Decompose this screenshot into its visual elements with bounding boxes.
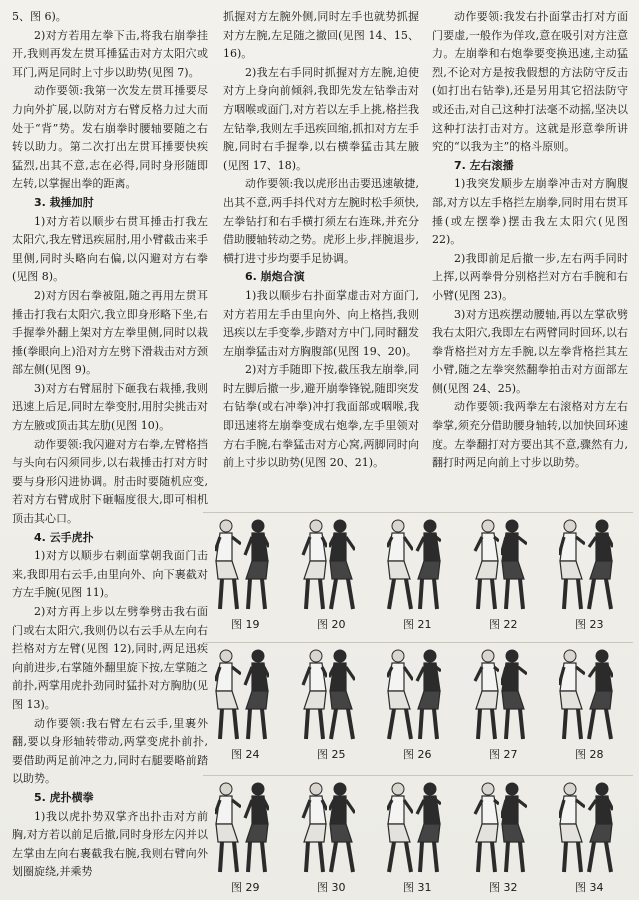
fighter-illustration [387,517,413,613]
figure-caption: 图 31 [403,881,432,894]
paragraph: 动作要领:我两拳左右滚格对方左右拳掌,须充分借助腰身轴转,以加快回环速度。左拳翻打对方要出其不意,骤然有力,翻打时两足向前上寸步以助势。 [432,400,628,470]
fighter-illustration [215,780,241,876]
fighter-illustration [501,517,527,613]
fighter-illustration [301,780,327,876]
figure-caption: 图 25 [317,748,346,761]
fighter-illustration [473,780,499,876]
fighter-illustration [387,647,413,743]
paragraph: 动作要领:我发右扑面掌击打对方面门要虚,一般作为佯攻,意在吸引对方注意力。左崩拳和右炮拳要变换迅速,主动猛烈,不论对方是按我假想的方法防守反击(如打出右钻拳),还是另用其它招法防守或还击,对自己这种打法毫不动摇,坚决以这种打法打击对方。这就是形意拳所讲究的“以我为主”的格斗原则。 [432,10,628,154]
figure-caption: 图 27 [489,748,518,761]
paragraph: 抓握对方左腕外侧,同时左手也就势抓握对方左腕,左足随之撤回(见图 14、15、16)。 [223,10,419,61]
fighter-illustration [473,647,499,743]
fighter-illustration [415,517,441,613]
figure-caption: 图 24 [231,748,260,761]
figure-illustration-area [203,512,633,613]
fighter-illustration [215,517,241,613]
figure-caption: 图 23 [575,618,604,631]
figure-caption: 图 19 [231,618,260,631]
figure-caption: 图 34 [575,881,604,894]
text-column-1 [12,8,208,882]
fighter-illustration [387,780,413,876]
fighter-illustration [243,517,269,613]
paragraph: 动作要领:我以虎形出击要迅速敏捷,出其不意,两手抖代对方左腕时松手须快,左拳钻打和右手横打须左右连珠,并充分借助腰轴转动之势。虎形上步,拌腕退步,横打进寸步均要手足协调。 [223,177,419,265]
paragraph: 3)对方迅疾摆动腰轴,再以左掌砍劈我右太阳穴,我即左右两臂同时回环,以右拳背格拦对方左手腕,以左拳背格拦其左小臂,随之左拳突然翻拳拍击对方面部左侧(见图 24、25)。 [432,307,628,395]
paragraph: 3)对方右臂屈肘下砸我右栽捶,我则迅速上后足,同时左拳变肘,用肘尖挑击对方左腋或顶击其左肋(见图 10)。 [12,381,208,433]
paragraph: 动作要领:我闪避对方右拳,左臂格挡与头向右闪须同步,以右栽捶击打对方时要与身形闪进协调。肘击时要随机应变,若对方右臂成肘下砸幅度很大,即可相机顶击其心口。 [12,437,208,526]
fighter-illustration [559,647,585,743]
paragraph: 1)对方以顺步右刺面掌朝我面门击来,我即用右云手,由里向外、向下裹截对方左手腕(见图 11)。 [12,549,208,600]
figure-caption: 图 21 [403,618,432,631]
paragraph: 5、图 6)。 [12,10,67,23]
paragraph: 2)对方因右拳被阻,随之再用左贯耳捶击打我右太阳穴,我立即身形略下坐,右手握拳外翻上架对方左拳里侧,同时以栽捶(拳眼向上)沿对方左劈下滑栽击对方颈部左侧(见图 9)。 [12,288,208,377]
figure-caption: 图 20 [317,618,346,631]
figure-caption: 图 32 [489,881,518,894]
fighter-illustration [301,517,327,613]
paragraph: 动作要领:我右臂左右云手,里裹外翻,要以身形轴转带动,两掌变虎扑前扑,要借助两足前冲之力,同时右腿要略前踏以助势。 [12,716,208,786]
section-heading: 3. 栽捶加肘 [34,195,94,209]
fighter-illustration [329,647,355,743]
paragraph: 2)我即前足后撤一步,左右两手同时上挥,以两拳骨分别格拦对方右手腕和右小臂(见图 23)。 [432,251,628,302]
text-column-3 [432,8,628,473]
figure-strip-row-2 [203,642,633,768]
figure-caption: 图 28 [575,748,604,761]
paragraph: 2)我左右手同时抓握对方左腕,迫使对方上身向前倾斜,我即先发左钻拳击对方咽喉或面门,对方若以左手上挑,格拦我左钻拳,我则左手迅疾回缩,抓扣对方左手腕,同时右手握拳,以右横拳猛击其左腋(见图 17、18)。 [223,65,419,172]
figure-caption: 图 22 [489,618,518,631]
text-column-2 [223,8,419,473]
fighter-illustration [587,517,613,613]
paragraph: 1)我突发顺步左崩拳冲击对方胸腹部,对方以左手格拦左崩拳,同时用右贯耳捶(或左摆拳)摆击我左太阳穴(见图 22)。 [432,177,628,247]
fighter-illustration [587,780,613,876]
fighter-illustration [415,780,441,876]
section-heading: 4. 云手虎扑 [34,530,94,544]
figure-strip-row-1 [203,512,633,638]
fighter-illustration [243,647,269,743]
fighter-illustration [329,517,355,613]
fighter-illustration [301,647,327,743]
fighter-illustration [559,780,585,876]
fighter-illustration [215,647,241,743]
figure-caption: 图 26 [403,748,432,761]
paragraph: 2)对方再上步以左劈拳劈击我右面门或右太阳穴,我则仍以右云手从左向右拦格对方左臂(见图 12),同时,两足迅疾向前进步,右掌随外翻里旋下按,左掌随之前扑,两掌用虎扑劲同时猛扑对方胸肋(见图 13)。 [12,605,208,711]
fighter-illustration [501,647,527,743]
fighter-illustration [415,647,441,743]
paragraph: 1)我以顺步右扑面掌虚击对方面门,对方若用左手由里向外、向上格挡,我则迅疾以左手变拳,步踏对方中门,同时翻发左崩拳猛击对方胸腹部(见图 19、20)。 [223,288,419,358]
figure-caption: 图 30 [317,881,346,894]
paragraph: 2)对方若用左拳下击,将我右崩拳挂开,我则再发左贯耳捶猛击对方太阳穴或耳门,两足同时上寸步以助势(见图 7)。 [12,28,208,79]
fighter-illustration [329,780,355,876]
fighter-illustration [559,517,585,613]
fighter-illustration [473,517,499,613]
paragraph: 2)对方手随即下按,截压我左崩拳,同时左脚后撤一步,避开崩拳锋锐,随即突发右钻拳(或右冲拳)冲打我面部或咽喉,我即迅速将左崩拳变成右炮拳,左手里领对方右手腕,右拳猛击对方心窝,两脚同时向前上寸步以助势(见图 20、21)。 [223,363,419,470]
figure-strip-row-3 [203,775,633,893]
section-heading: 5. 虎扑横拳 [34,790,94,804]
paragraph: 1)对方若以顺步右贯耳捶击打我左太阳穴,我左臂迅疾屈肘,用小臂截击来手里侧,同时头略向右偏,以闪避对方右拳(见图 8)。 [12,214,208,284]
fighter-illustration [587,647,613,743]
paragraph: 1)我以虎扑势双掌齐出扑击对方前胸,对方若以前足后撤,同时身形左闪并以左掌由左向右裹截我右腕,我则右臂向外划圈旋绕,并乘势 [12,809,208,879]
figure-illustration-area [203,642,633,743]
fighter-illustration [501,780,527,876]
section-heading: 7. 左右滚播 [454,158,514,172]
fighter-illustration [243,780,269,876]
paragraph: 动作要领:我第一次发左贯耳捶要尽力向外扩展,以防对方右臂反格力过大而处于“背”势。发右崩拳时腰轴要随之右转以助力。第二次打出左贯耳捶要快疾猛烈,出其不意,志在必得,同时身形随即左转,以掌握出拳的距离。 [12,84,208,191]
figure-illustration-area [203,775,633,876]
section-heading: 6. 崩炮合演 [245,270,305,284]
figure-caption: 图 29 [231,881,260,894]
